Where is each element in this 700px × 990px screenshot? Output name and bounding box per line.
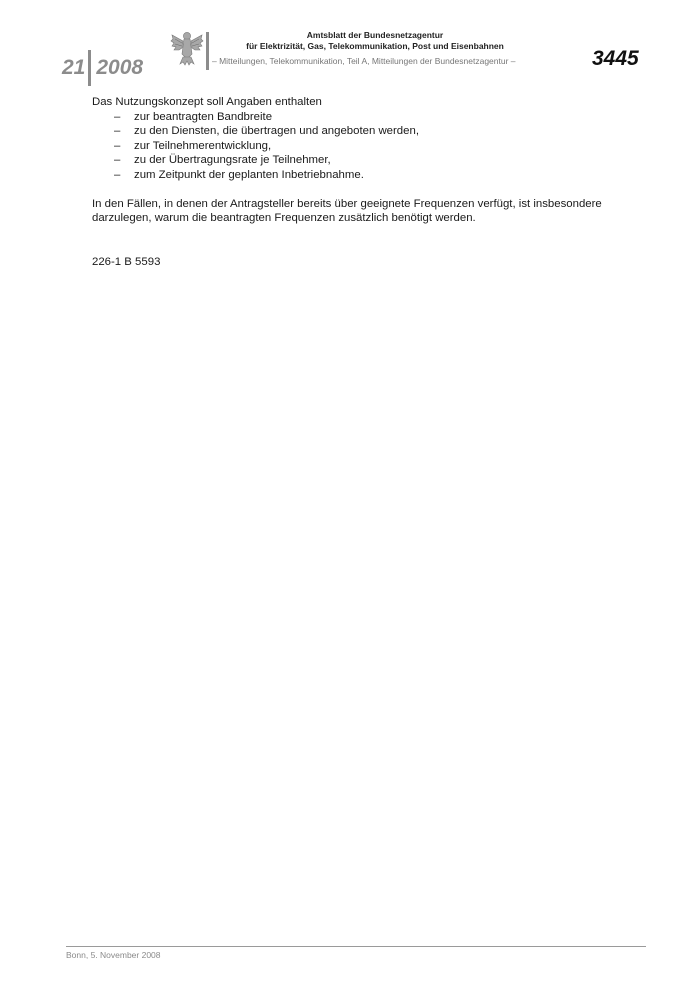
intro-text: Das Nutzungskonzept soll Angaben enthalten: [92, 96, 322, 108]
issue-year: 2008: [96, 56, 144, 79]
footer-place-date: Bonn, 5. November 2008: [66, 950, 161, 960]
list-item-text: zum Zeitpunkt der geplanten Inbetriebnahme.: [134, 168, 364, 181]
gazette-title-line2: für Elektrizität, Gas, Telekommunikation, Post und Eisenbahnen: [246, 41, 504, 51]
requirements-list: [92, 110, 637, 183]
list-item: [92, 153, 637, 168]
list-item: [92, 139, 637, 154]
list-dash: –: [114, 139, 121, 152]
list-item: [92, 168, 637, 183]
gazette-subtitle: – Mitteilungen, Telekommunikation, Teil A, Mitteilungen der Bundesnetzagentur –: [212, 56, 516, 66]
issue-number: 21: [62, 56, 86, 79]
list-dash: –: [114, 154, 121, 167]
document-body: [92, 95, 637, 269]
issue-divider: [88, 50, 91, 86]
list-item-text: zu den Diensten, die übertragen und angeboten werden,: [134, 125, 419, 138]
list-dash: –: [114, 168, 121, 181]
federal-eagle-icon: [170, 30, 204, 66]
list-item: [92, 110, 637, 125]
list-dash: –: [114, 110, 121, 123]
reference-number: 226-1 B 5593: [92, 255, 161, 268]
header-divider: [206, 32, 209, 70]
page-number: 3445: [592, 47, 639, 70]
list-item: [92, 124, 637, 139]
list-item-text: zur beantragten Bandbreite: [134, 110, 273, 123]
list-dash: –: [114, 125, 121, 138]
list-item-text: zu der Übertragungsrate je Teilnehmer,: [134, 154, 331, 167]
gazette-title-line1: Amtsblatt der Bundesnetzagentur: [306, 30, 444, 40]
footer-rule: [66, 946, 646, 947]
issue-label: [62, 44, 143, 80]
body-paragraph: In den Fällen, in denen der Antragsteller bereits über geeignete Frequenzen verfügt, ist insbesondere darzulegen, warum die beantragten Frequenzen zusätzlich benötigt werden.: [92, 197, 602, 225]
list-item-text: zur Teilnehmerentwicklung,: [134, 139, 272, 152]
gazette-title: [210, 30, 540, 52]
